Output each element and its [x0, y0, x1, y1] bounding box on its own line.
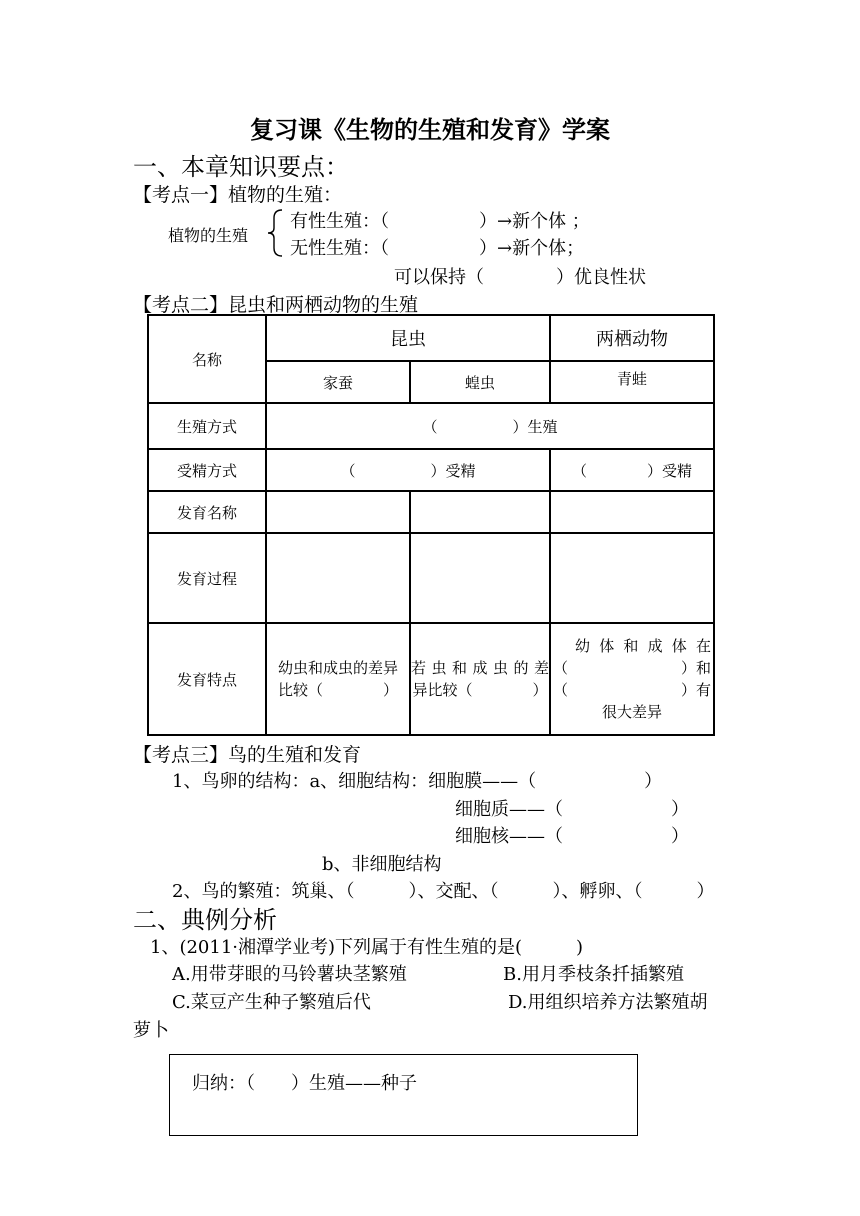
- table-header-name: 名称: [148, 315, 266, 403]
- table-header-frog: 青蛙: [550, 361, 714, 403]
- feature-silkworm-line1: 幼虫和成虫的差异: [277, 659, 398, 677]
- option-a: A.用带芽眼的马铃薯块茎繁殖: [172, 964, 407, 985]
- row-label-repro-method: 生殖方式: [148, 403, 266, 449]
- feature-frog-line3: [553, 679, 711, 701]
- feature-frog-line2: [553, 657, 711, 679]
- feature-silkworm-line2: 比较（ ）: [277, 681, 398, 699]
- keep-traits-line: 可以保持（ ）优良性状: [394, 267, 646, 288]
- section-heading-knowledge: 一、本章知识要点：: [133, 153, 349, 181]
- row-label-fert-method: 受精方式: [148, 449, 266, 491]
- summary-box: [169, 1054, 638, 1136]
- feature-locust-line1: 若虫和成虫的差: [411, 659, 549, 677]
- plant-reproduction-label: 植物的生殖: [168, 226, 249, 245]
- point1-heading: 【考点一】植物的生殖：: [133, 184, 343, 206]
- table-header-locust: 蝗虫: [410, 361, 550, 403]
- feature-frog-line2-right: ）和: [680, 659, 711, 677]
- point3-heading: 【考点三】鸟的生殖和发育: [133, 744, 362, 766]
- feature-frog-line3-left: （: [553, 681, 569, 699]
- brace-icon: [266, 208, 284, 258]
- dev-process-locust-cell: [410, 533, 550, 623]
- table-header-amphibian: 两栖动物: [550, 315, 714, 361]
- dev-name-locust-cell: [410, 491, 550, 533]
- row-label-dev-process: 发育过程: [148, 533, 266, 623]
- feature-frog-line2-left: （: [553, 659, 569, 677]
- option-b: B.用月季枝条扦插繁殖: [503, 964, 684, 985]
- fert-frog-value: （ ）受精: [550, 449, 714, 491]
- section-heading-examples: 二、典例分析: [133, 906, 277, 934]
- feature-frog-line4: 很大差异: [601, 703, 662, 721]
- dev-process-frog-cell: [550, 533, 714, 623]
- option-d: D.用组织培养方法繁殖胡: [508, 992, 708, 1013]
- egg-structure-nucleus: 细胞核——（ ）: [455, 826, 689, 847]
- fert-insect-value: （ ）受精: [266, 449, 550, 491]
- row-label-dev-feature: 发育特点: [148, 623, 266, 735]
- row-label-dev-name: 发育名称: [148, 491, 266, 533]
- dev-feature-silkworm: [266, 623, 410, 735]
- point2-heading: 【考点二】昆虫和两栖动物的生殖: [133, 294, 419, 316]
- egg-non-cell-structure: b、非细胞结构: [322, 854, 442, 875]
- dev-name-frog-cell: [550, 491, 714, 533]
- bird-breeding-line: 2、鸟的繁殖：筑巢、（ ）、交配、（ ）、孵卵、（ ）: [172, 881, 715, 902]
- dev-name-silkworm-cell: [266, 491, 410, 533]
- egg-structure-cytoplasm: 细胞质——（ ）: [455, 799, 689, 820]
- feature-frog-line1: 幼体和成体在: [575, 637, 711, 655]
- asexual-reproduction-line: 无性生殖：（ ）→新个体；: [290, 238, 585, 259]
- option-c: C.菜豆产生种子繁殖后代: [172, 992, 371, 1013]
- repro-method-value: （ ）生殖: [266, 403, 714, 449]
- summary-text: 归纳：（ ）生殖——种子: [192, 1073, 417, 1094]
- page-title: 复习课《生物的生殖和发育》学案: [250, 115, 610, 144]
- example-question: 1、(2011·湘潭学业考)下列属于有性生殖的是( ): [150, 937, 584, 958]
- dev-process-silkworm-cell: [266, 533, 410, 623]
- reproduction-table: [147, 314, 715, 736]
- table-header-insect: 昆虫: [266, 315, 550, 361]
- dev-feature-frog: [550, 623, 714, 735]
- feature-frog-line3-right: ）有: [680, 681, 711, 699]
- feature-locust-line2: 异比较（ ）: [412, 681, 548, 699]
- sexual-reproduction-line: 有性生殖：（ ）→新个体 ；: [290, 211, 590, 232]
- egg-structure-membrane: 1、鸟卵的结构：a、细胞结构：细胞膜——（ ）: [172, 771, 663, 792]
- option-d-continued: 萝卜: [133, 1020, 169, 1041]
- dev-feature-locust: [410, 623, 550, 735]
- table-header-silkworm: 家蚕: [266, 361, 410, 403]
